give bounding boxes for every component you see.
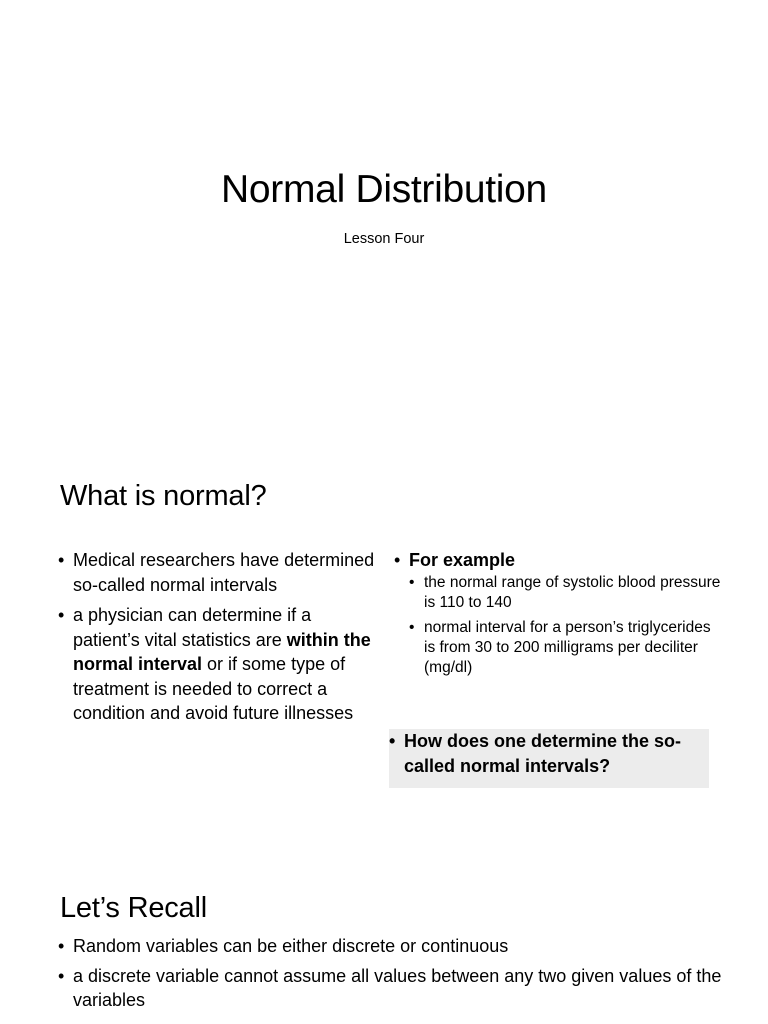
bullet-text: Random variables can be either discrete or continuous: [73, 936, 509, 956]
left-bullet-list: [58, 548, 376, 732]
bullet-text: a discrete variable cannot assume all values between any two given values of the variables: [73, 966, 722, 1010]
sub-bullet-item: [409, 573, 724, 613]
lets-recall-slide: [0, 864, 768, 1024]
bullet-item: [58, 548, 376, 597]
right-bullet-list: [394, 548, 724, 683]
sub-bullet-item: [409, 618, 724, 678]
bullet-item: [58, 603, 376, 726]
sub-bullet-text: the normal range of systolic blood pressure is 110 to 140: [424, 573, 721, 611]
bullet-text: Medical researchers have determined so-called normal intervals: [73, 550, 375, 595]
bullet-emphasis: within the normal interval: [73, 629, 371, 674]
bullet-item: [58, 934, 758, 958]
slide-title: Normal Distribution: [221, 168, 547, 211]
sub-bullet-list: [409, 573, 724, 678]
question-text: How does one determine the so-called normal intervals?: [404, 731, 682, 776]
bullet-item: [394, 548, 724, 678]
question-callout: [389, 729, 709, 788]
bullet-text: For example: [409, 550, 516, 570]
bullet-item: [58, 964, 758, 1012]
recall-bullet-list: [58, 934, 758, 1018]
sub-bullet-text: normal interval for a person’s triglycerides is from 30 to 200 milligrams per deciliter (mg/dl): [424, 618, 711, 676]
slide-heading: What is normal?: [60, 480, 267, 512]
slide-subtitle: Lesson Four: [343, 231, 425, 247]
title-slide: [0, 0, 768, 432]
bullet-item: [389, 729, 709, 778]
bullet-text: a physician can determine if a patient’s vital statistics are: [73, 605, 312, 650]
slide-heading: Let’s Recall: [60, 892, 207, 924]
what-is-normal-slide: [0, 432, 768, 864]
bullet-text: or if some type of treatment is needed to correct a condition and avoid future illnesses: [73, 654, 354, 723]
